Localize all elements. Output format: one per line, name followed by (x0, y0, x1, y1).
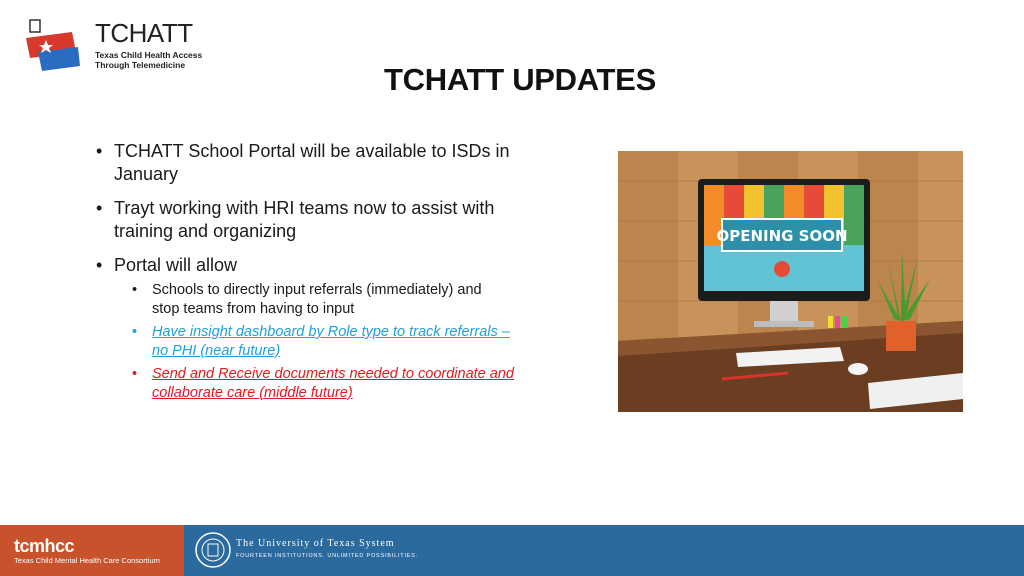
sub-bullet-item[interactable] (132, 365, 544, 402)
tcmhcc-logo-panel (0, 525, 184, 576)
ut-system-tagline: FOURTEEN INSTITUTIONS. UNLIMITED POSSIBILITIES. (236, 553, 419, 559)
tcmhcc-subtitle: Texas Child Mental Health Care Consortium (14, 556, 160, 565)
logo-subtitle: Texas Child Health Access Through Telemedicine (95, 50, 203, 70)
tcmhcc-wordmark: tcmhcc (14, 536, 75, 556)
bullet-dot-icon: • (132, 282, 138, 298)
logo-wordmark: TCHATT (95, 18, 193, 48)
opening-soon-photo (618, 151, 963, 412)
send-receive-documents-link[interactable]: collaborate care (middle future) (152, 384, 353, 401)
send-receive-documents-link[interactable]: Send and Receive documents needed to coordinate and (152, 366, 514, 382)
insight-dashboard-link[interactable]: no PHI (near future) (152, 342, 281, 359)
bullet-item: • Trayt working with HRI teams now to assist with training and organizing (94, 197, 544, 243)
sub-bullet-item: • Schools to directly input referrals (immediately) and stop teams from having to input (132, 282, 482, 317)
footer-bar (0, 525, 1024, 576)
slide-title: TCHATT UPDATES (384, 62, 656, 97)
ut-system-name: The University of Texas System (236, 538, 395, 549)
bullet-dot-icon: • (132, 366, 138, 382)
insight-dashboard-link[interactable]: Have insight dashboard by Role type to track referrals – (152, 324, 510, 340)
ut-system-panel (184, 525, 1024, 576)
bullet-list (94, 140, 544, 407)
opening-soon-sign: OPENING SOON (716, 227, 848, 245)
bullet-item: • Portal will allow (94, 254, 544, 277)
ut-seal-icon (194, 531, 232, 569)
bullet-item: • TCHATT School Portal will be available to ISDs in January (94, 140, 544, 186)
texas-star-flag-icon (22, 18, 84, 74)
bullet-dot-icon: • (132, 324, 138, 340)
sub-bullet-item[interactable] (132, 323, 544, 360)
tchatt-logo (22, 18, 212, 74)
